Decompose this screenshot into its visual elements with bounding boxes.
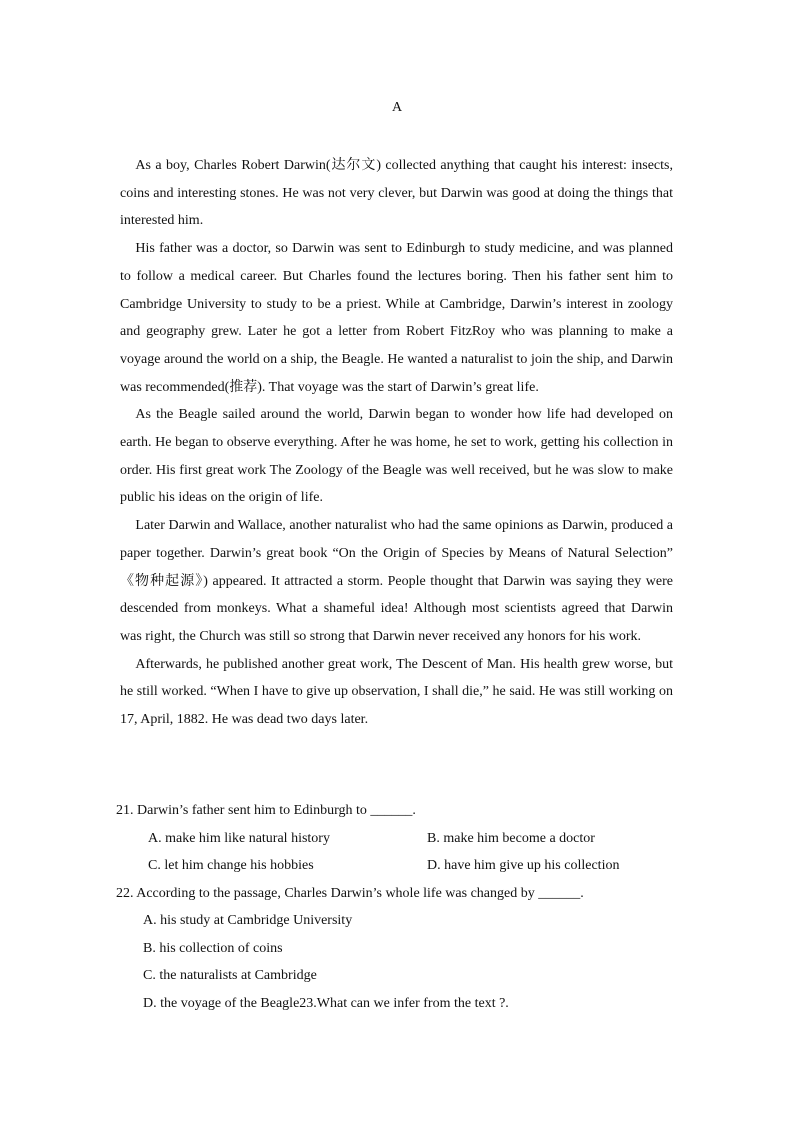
option-a: A. make him like natural history — [148, 830, 330, 846]
option-d: D. have him give up his collection — [427, 858, 620, 873]
passage-heading: A — [391, 100, 403, 115]
option-c: C. let him change his hobbies — [148, 858, 314, 873]
passage-paragraph-2: His father was a doctor, so Darwin was sent to Edinburgh to study medicine, and was planned to follow a medical career. But Charles found the lectures boring. Then his father sent him to Cambridge University to study to be a priest. While at Cambridge, Darwin’s interest in zoology and geography grew. Later he got a letter from Robert FitzRoy who was planning to make a voyage around the world on a ship, the Beagle. He wanted a naturalist to join the ship, and Darwin was recommended(推荐). That voyage was the start of Darwin’s great life. — [120, 241, 673, 395]
question-stem: 22. According to the passage, Charles Darwin’s whole life was changed by ______. — [116, 885, 584, 901]
option-grid — [116, 825, 676, 880]
option-d: D. the voyage of the Beagle23.What can we infer from the text ?. — [143, 995, 509, 1011]
question-21 — [116, 797, 676, 880]
option-c: C. the naturalists at Cambridge — [143, 968, 317, 983]
option-list — [116, 907, 676, 1017]
question-22 — [116, 880, 676, 1018]
passage-paragraph-1: As a boy, Charles Robert Darwin(达尔文) collected anything that caught his interest: insects, coins and interesting stones. He was not very clever, but Darwin was good at doing the things that interested him. — [120, 158, 673, 229]
passage-paragraph-3: As the Beagle sailed around the world, Darwin began to wonder how life had developed on earth. He began to observe everything. After he was home, he set to work, getting his collection in order. His first great work The Zoology of the Beagle was well received, but he was slow to make public his ideas on the origin of life. — [120, 407, 673, 506]
option-b: B. his collection of coins — [143, 940, 283, 956]
option-a: A. his study at Cambridge University — [143, 913, 353, 928]
question-stem: 21. Darwin’s father sent him to Edinburgh to ______. — [116, 803, 416, 818]
option-b: B. make him become a doctor — [427, 830, 595, 846]
question-list — [116, 797, 676, 1017]
passage-paragraph-5: Afterwards, he published another great work, The Descent of Man. His health grew worse, but he still worked. “When I have to give up observation, I shall die,” he said. He was still working on 17, April, 1882. He was dead two days later. — [120, 656, 673, 728]
passage-paragraph-4: Later Darwin and Wallace, another naturalist who had the same opinions as Darwin, produced a paper together. Darwin’s great book “On the Origin of Species by Means of Natural Selection” 《物种起源》) appeared. It attracted a storm. People thought that Darwin was saying they were descended from monkeys. What a shameful idea! Although most scientists agreed that Darwin was right, the Church was still so strong that Darwin never received any honors for his work. — [120, 518, 673, 644]
reading-passage — [120, 152, 673, 734]
